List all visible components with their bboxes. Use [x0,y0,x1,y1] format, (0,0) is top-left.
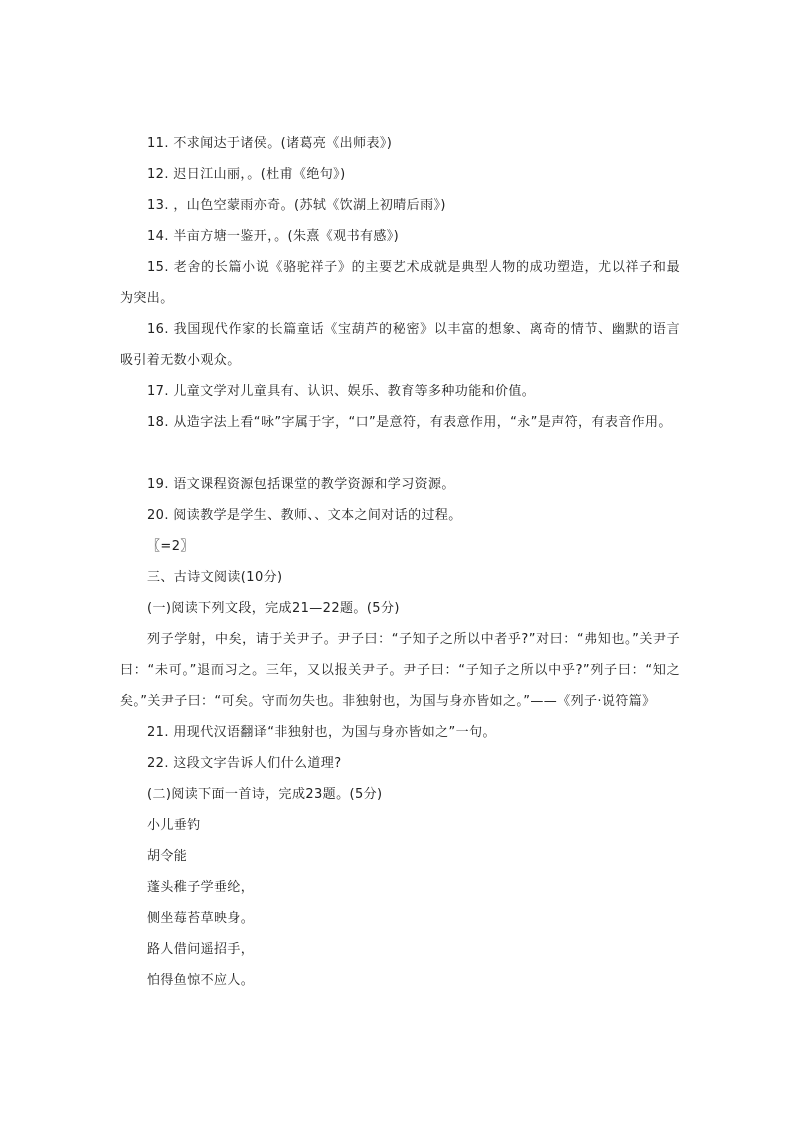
part-1-instruction: (一)阅读下列文段，完成21—22题。(5分) [147,601,400,616]
question-20: 20. 阅读教学是学生、教师、、文本之间对话的过程。 [147,508,462,523]
poem-line-2: 侧坐莓苔草映身。 [147,911,255,926]
question-17: 17. 儿童文学对儿童具有、认识、娱乐、教育等多种功能和价值。 [147,384,536,399]
question-19: 19. 语文课程资源包括课堂的教学资源和学习资源。 [147,477,455,492]
section-heading: 三、古诗文阅读(10分) [147,570,283,585]
document-body [120,128,680,996]
question-12: 12. 迟日江山丽，。(杜甫《绝句》) [147,167,346,182]
poem-title: 小儿垂钓 [147,818,201,833]
question-13: 13. ，山色空蒙雨亦奇。(苏轼《饮湖上初晴后雨》) [147,198,446,213]
question-22: 22. 这段文字告诉人们什么道理? [147,756,342,771]
poem-line-1: 蓬头稚子学垂纶， [147,880,255,895]
poem-author: 胡令能 [147,849,188,864]
question-14: 14. 半亩方塘一鉴开，。(朱熹《观书有感》) [147,229,400,244]
part-2-instruction: (二)阅读下面一首诗，完成23题。(5分) [147,787,383,802]
question-18: 18. 从造字法上看“咏”字属于字，“口”是意符，有表意作用，“永”是声符，有表音作用。 [147,415,672,430]
poem-line-4: 怕得鱼惊不应人。 [147,973,255,988]
section-marker: 〖=2〗 [147,539,194,554]
poem-line-3: 路人借问遥招手， [147,942,255,957]
question-21: 21. 用现代汉语翻译“非独射也，为国与身亦皆如之”一句。 [147,725,496,740]
question-11: 11. 不求闻达于诸侯。(诸葛亮《出师表》) [147,136,393,151]
question-16: 16. 我国现代作家的长篇童话《宝葫芦的秘密》以丰富的想象、离奇的情节、幽默的语言吸引着无数小观众。 [120,322,680,368]
classical-passage: 列子学射，中矣，请于关尹子。尹子曰：“子知子之所以中者乎?”对曰：“弗知也。”关尹子曰：“未可。”退而习之。三年，又以报关尹子。尹子曰：“子知子之所以中乎?”列子曰：“知之矣。”关尹子曰：“可矣。守而勿失也。非独射也，为国与身亦皆如之。”——《列子·说符篇》 [120,632,680,709]
question-15: 15. 老舍的长篇小说《骆驼祥子》的主要艺术成就是典型人物的成功塑造，尤以祥子和最为突出。 [120,260,680,306]
